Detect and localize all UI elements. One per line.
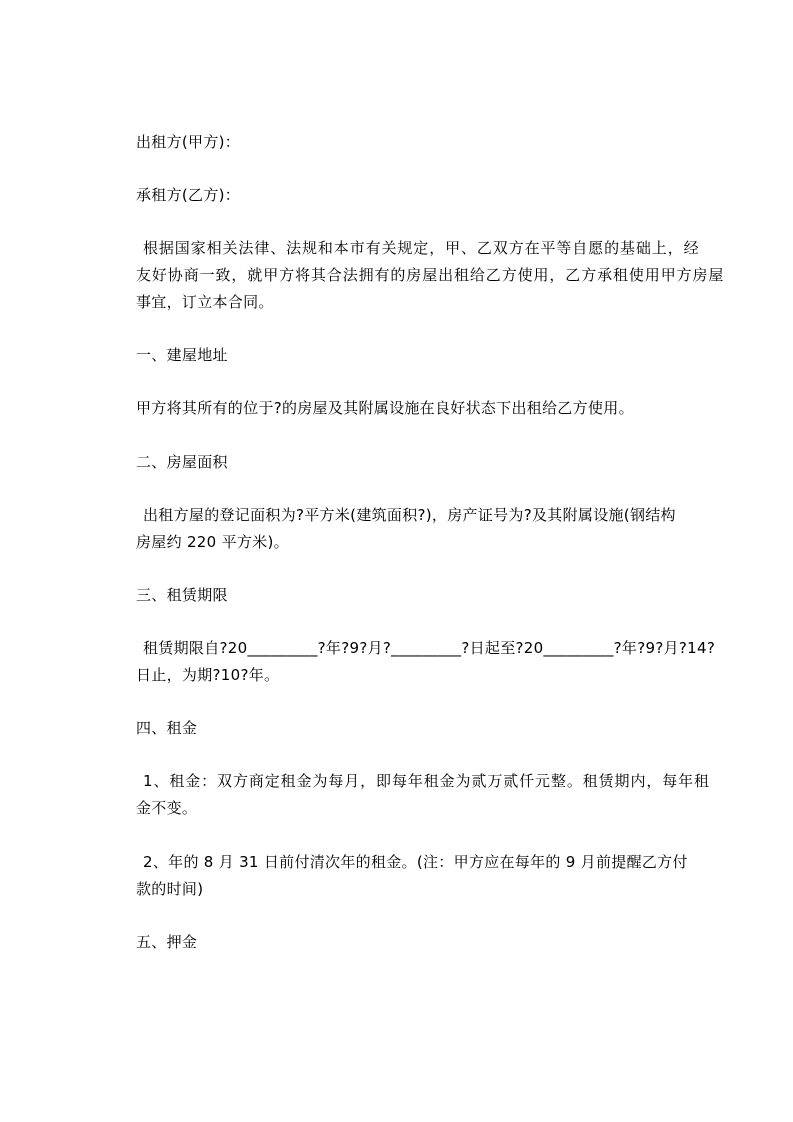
section-2-heading: 二、房屋面积 bbox=[136, 453, 228, 471]
preamble-line-2: 友好协商一致，就甲方将其合法拥有的房屋出租给乙方使用，乙方承租使用甲方房屋 bbox=[136, 266, 725, 284]
section-3-line-2: 日止，为期?10?年。 bbox=[136, 666, 280, 684]
section-4-item-1-line-2: 金不变。 bbox=[136, 799, 198, 817]
section-1-text: 甲方将其所有的位于?的房屋及其附属设施在良好状态下出租给乙方使用。 bbox=[136, 399, 634, 417]
section-2-line-1: 出租方屋的登记面积为?平方米(建筑面积?)，房产证号为?及其附属设施(钢结构 bbox=[143, 506, 676, 524]
section-4-item-2-line-2: 款的时间) bbox=[136, 880, 204, 898]
section-4-item-2-line-1: 2、年的 8 月 31 日前付清次年的租金。(注：甲方应在每年的 9 月前提醒乙方付 bbox=[143, 853, 688, 871]
lessee-line: 承租方(乙方)： bbox=[136, 186, 241, 204]
section-5-heading: 五、押金 bbox=[136, 933, 198, 951]
preamble-line-1: 根据国家相关法律、法规和本市有关规定，甲、乙双方在平等自愿的基础上，经 bbox=[143, 239, 700, 257]
section-2-line-2: 房屋约 220 平方米)。 bbox=[136, 533, 289, 551]
section-3-line-1: 租赁期限自?20_________?年?9?月?_________?日起至?20_________?年?9?月?14? bbox=[143, 639, 716, 657]
section-4-item-1-line-1: 1、租金：双方商定租金为每月，即每年租金为贰万贰仟元整。租赁期内，每年租 bbox=[143, 772, 710, 790]
section-1-heading: 一、建屋地址 bbox=[136, 346, 228, 364]
section-4-heading: 四、租金 bbox=[136, 719, 198, 737]
section-3-heading: 三、租赁期限 bbox=[136, 586, 228, 604]
preamble-line-3: 事宜，订立本合同。 bbox=[136, 293, 274, 311]
lessor-line: 出租方(甲方)： bbox=[136, 133, 241, 151]
